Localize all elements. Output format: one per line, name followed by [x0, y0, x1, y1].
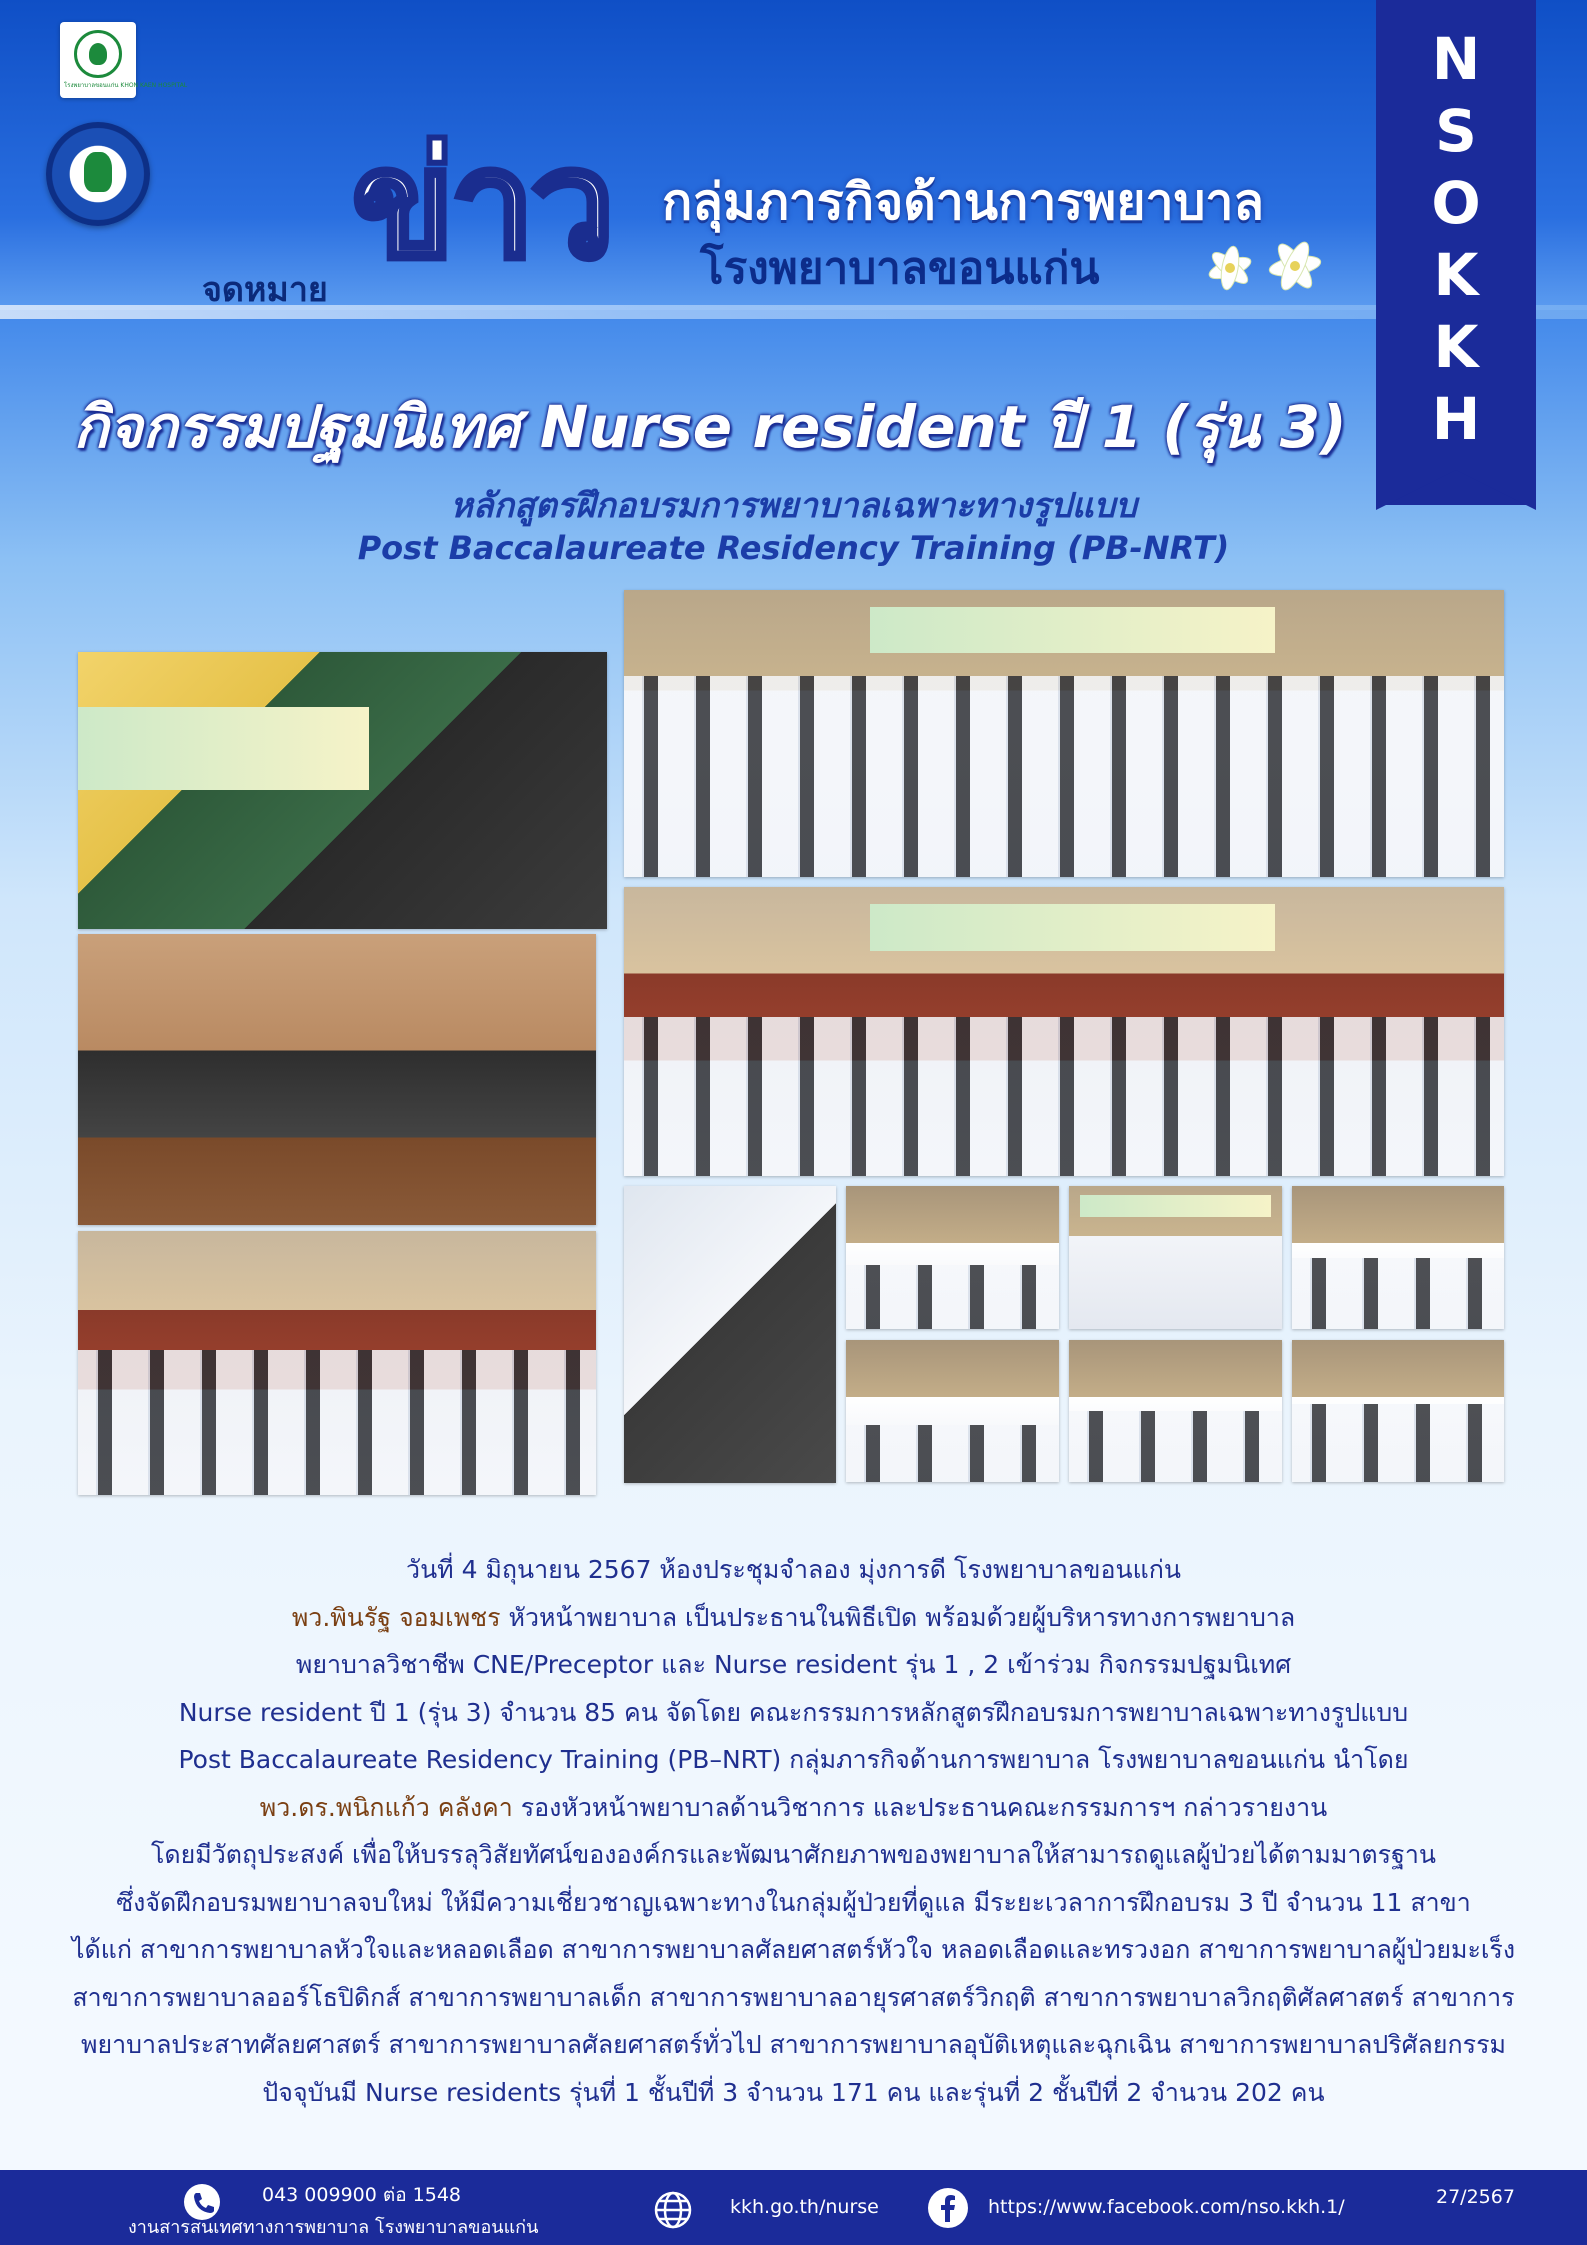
photo-group-large: [624, 590, 1504, 877]
newsletter-title: ข่าว: [352, 118, 611, 292]
phone-number[interactable]: 043 009900 ต่อ 1548: [262, 2184, 462, 2206]
body-line: ซึ่งจัดฝึกอบรมพยาบาลจบใหม่ ให้มีความเชี่ยวชาญเฉพาะทางในกลุ่มผู้ป่วยที่ดูแล มีระยะเวลาการฝึกอบรม 3 ปี จำนวน 11 สาขา: [116, 1887, 1471, 1917]
chair-name: พว.พินรัฐ จอมเพชร: [291, 1602, 501, 1632]
facebook-icon: [928, 2188, 968, 2228]
body-line: วันที่ 4 มิถุนายน 2567 ห้องประชุมจำลอง มุ่งการดี โรงพยาบาลขอนแก่น: [406, 1555, 1181, 1584]
body-line: พยาบาลวิชาชีพ CNE/Preceptor และ Nurse resident รุ่น 1 , 2 เข้าร่วม กิจกรรมปฐมนิเทศ: [295, 1650, 1292, 1679]
flower-decoration-icon: [1190, 228, 1350, 308]
reporter-name: พว.ดร.พนิกแก้ว คลังคา: [259, 1792, 513, 1822]
photo-hall-4: [1069, 1340, 1282, 1482]
photo-hall-3: [1069, 1186, 1282, 1329]
unit-name: งานสารสนเทศทางการพยาบาล โรงพยาบาลขอนแก่น: [128, 2217, 539, 2238]
body-line: สาขาการพยาบาลออร์โธปิดิกส์ สาขาการพยาบาลเด็ก สาขาการพยาบาลอายุรศาสตร์วิกฤติ สาขาการพยาบาลวิกฤติศัลศาสตร์ สาขาการ: [72, 1982, 1515, 2012]
photo-hall-2: [846, 1340, 1059, 1482]
body-line: พว.พินรัฐ จอมเพชร หัวหน้าพยาบาล เป็นประธานในพิธีเปิด พร้อมด้วยผู้บริหารทางการพยาบาล: [291, 1602, 1296, 1632]
globe-icon: [653, 2190, 689, 2226]
body-line: ได้แก่ สาขาการพยาบาลหัวใจและหลอดเลือด สาขาการพยาบาลศัลยศาสตร์หัวใจ หลอดเลือดและทรวงอก สาขาการพยาบาลผู้ป่วยมะเร็ง: [71, 1935, 1516, 1964]
photo-pinning: [624, 1186, 836, 1483]
photo-hall-1: [846, 1186, 1059, 1329]
article-body: [60, 1546, 1527, 2116]
website-link[interactable]: kkh.go.th/nurse: [730, 2196, 879, 2218]
footer-bar: [0, 2170, 1587, 2245]
photo-group-certificates: [624, 887, 1504, 1176]
body-line: Post Baccalaureate Residency Training (PB–NRT) กลุ่มภารกิจด้านการพยาบาล โรงพยาบาลขอนแก่น นำโดย: [178, 1745, 1409, 1774]
nsokkh-ribbon: N S O K K H: [1376, 0, 1536, 505]
issue-number: 27/2567: [1436, 2186, 1515, 2208]
facebook-link[interactable]: https://www.facebook.com/nso.kkh.1/: [988, 2196, 1345, 2218]
nursing-division-emblem: [46, 122, 150, 226]
photo-hall-6: [1292, 1340, 1504, 1482]
division-name: กลุ่มภารกิจด้านการพยาบาล: [662, 173, 1265, 231]
body-line: พยาบาลประสาทศัลยศาสตร์ สาขาการพยาบาลศัลยศาสตร์ทั่วไป สาขาการพยาบาลอุบัติเหตุและฉุกเฉิน สาขาการพยาบาลปริศัลยกรรม: [81, 2030, 1506, 2059]
page-title: กิจกรรมปฐมนิเทศ Nurse resident ปี 1 (รุ่น 3): [73, 393, 1347, 461]
newsletter-label: จดหมาย: [202, 270, 328, 310]
subtitle-english: Post Baccalaureate Residency Training (PB-NRT): [357, 529, 1230, 567]
body-line: Nurse resident ปี 1 (รุ่น 3) จำนวน 85 คน จัดโดย คณะกรรมการหลักสูตรฝึกอบรมการพยาบาลเฉพาะทางรูปแบบ: [178, 1697, 1409, 1727]
body-line: ปัจจุบันมี Nurse residents รุ่นที่ 1 ชั้นปีที่ 3 จำนวน 171 คน และรุ่นที่ 2 ชั้นปีที่ 2 จำนวน 202 คน: [262, 2077, 1325, 2107]
hospital-logo: โรงพยาบาลขอนแก่น KHON KAEN HOSPITAL: [60, 22, 136, 98]
photo-stage-lineup: [78, 1231, 596, 1495]
photo-hall-5: [1292, 1186, 1504, 1329]
body-line: พว.ดร.พนิกแก้ว คลังคา รองหัวหน้าพยาบาลด้านวิชาการ และประธานคณะกรรมการฯ กล่าวรายงาน: [259, 1792, 1328, 1822]
body-line: โดยมีวัตถุประสงค์ เพื่อให้บรรลุวิสัยทัศน์ขององค์กรและพัฒนาศักยภาพของพยาบาลให้สามารถดูแลผู้ป่วยได้ตามมาตรฐาน: [150, 1840, 1437, 1869]
subtitle-thai: หลักสูตรฝึกอบรมการพยาบาลเฉพาะทางรูปแบบ: [450, 486, 1137, 526]
photo-speaker-podium: [78, 652, 607, 929]
hospital-name: โรงพยาบาลขอนแก่น: [700, 243, 1100, 294]
photo-speaker-report: [78, 934, 596, 1225]
